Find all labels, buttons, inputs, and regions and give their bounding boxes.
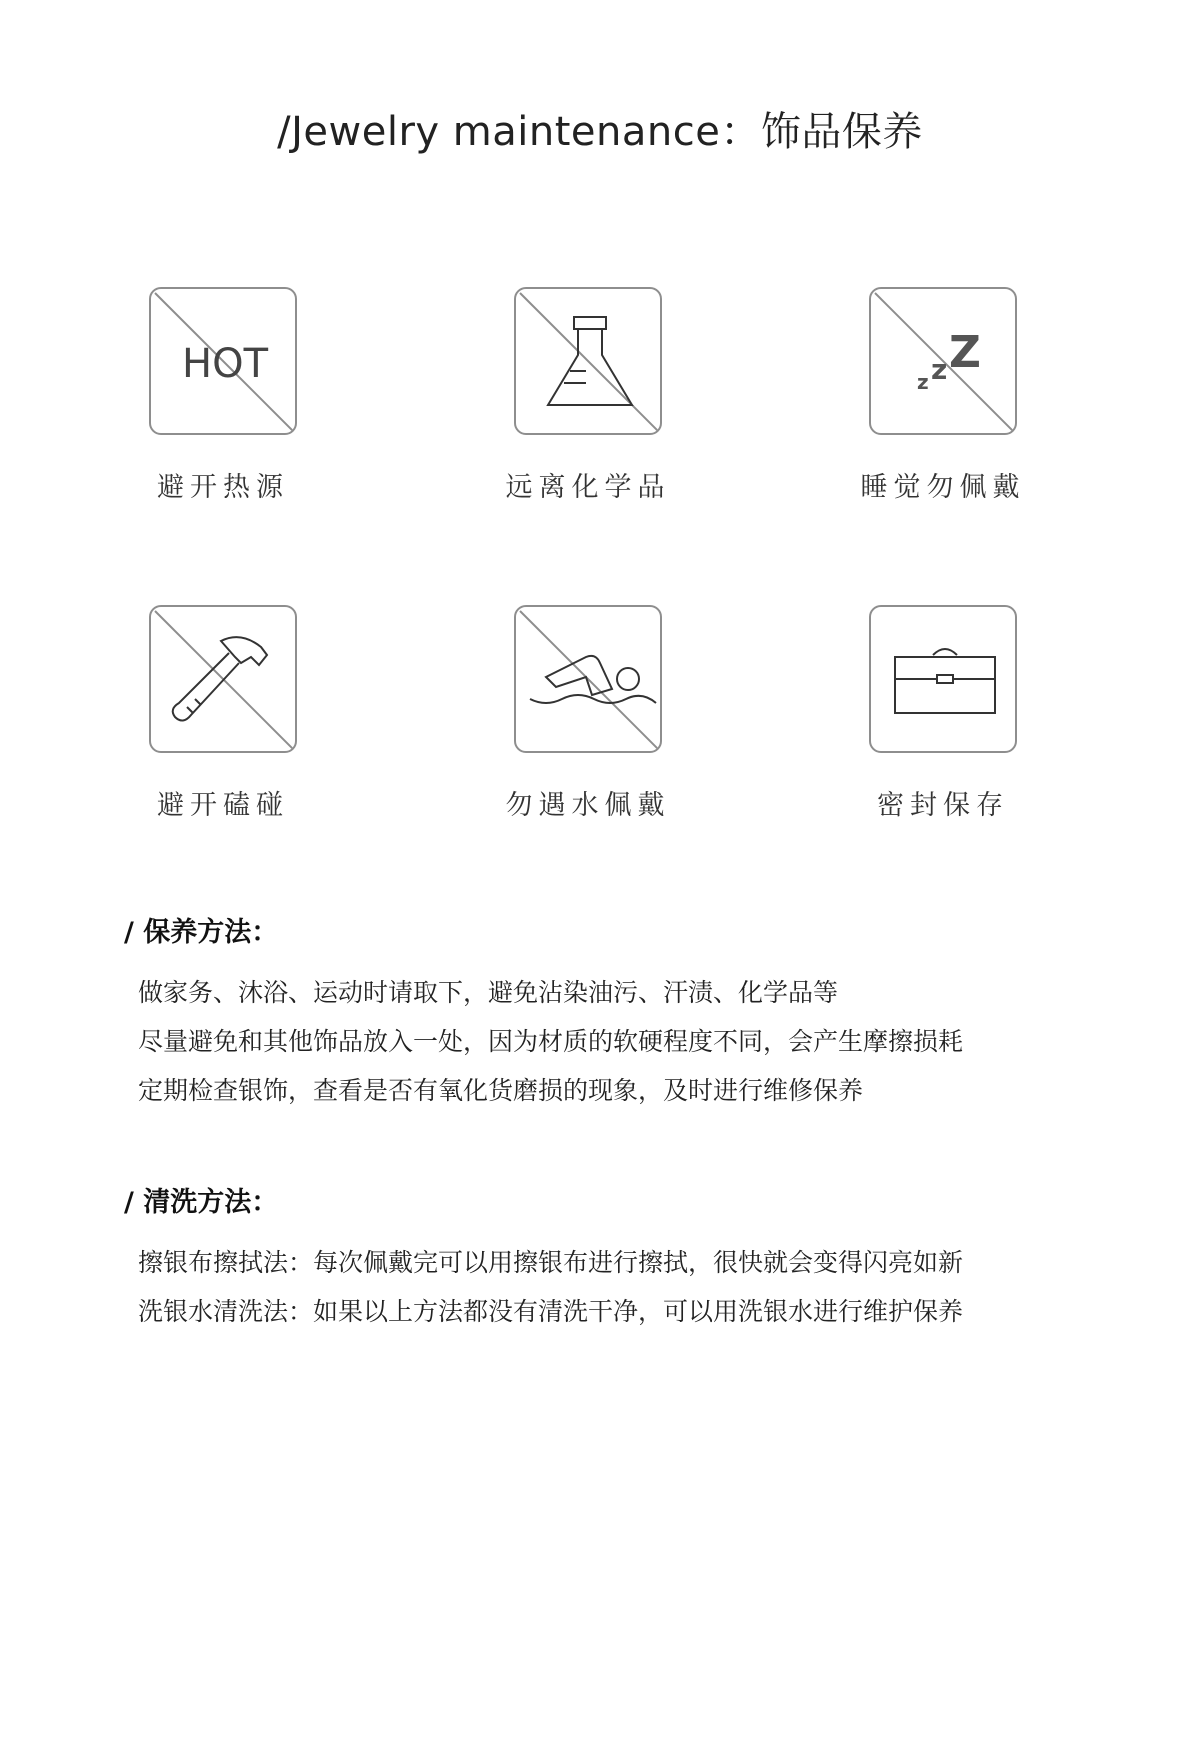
care-label: 远离化学品	[505, 472, 671, 503]
hot-icon-text: HOT	[182, 341, 268, 387]
care-card-chemicals	[478, 287, 698, 504]
care-label: 避开磕碰	[157, 790, 289, 821]
care-label: 避开热源	[157, 472, 289, 503]
maintenance-line: 做家务、沐浴、运动时请取下，避免沾染油污、汗渍、化学品等	[138, 978, 839, 1007]
briefcase-icon	[869, 605, 1017, 753]
cleaning-paragraph	[138, 1238, 1098, 1336]
swimmer-icon	[514, 605, 662, 753]
hot-icon	[149, 287, 297, 435]
care-card-knock	[113, 605, 333, 822]
maintenance-line: 定期检查银饰，查看是否有氧化货磨损的现象，及时进行维修保养	[138, 1076, 864, 1105]
maintenance-section-title: / 保养方法：	[124, 917, 279, 948]
maintenance-paragraph	[138, 968, 1098, 1115]
hammer-icon	[149, 605, 297, 753]
svg-text:Z: Z	[949, 327, 981, 378]
care-label: 睡觉勿佩戴	[860, 472, 1026, 503]
page-title: /Jewelry maintenance：饰品保养	[277, 109, 923, 155]
care-card-seal	[833, 605, 1053, 822]
svg-text:z: z	[917, 370, 929, 394]
cleaning-section-title: / 清洗方法：	[124, 1187, 279, 1218]
cleaning-line: 擦银布擦拭法：每次佩戴完可以用擦银布进行擦拭，很快就会变得闪亮如新	[138, 1248, 964, 1277]
sleep-icon	[869, 287, 1017, 435]
care-label: 勿遇水佩戴	[505, 790, 671, 821]
care-card-water	[478, 605, 698, 822]
svg-text:z: z	[931, 353, 948, 386]
care-card-sleep	[833, 287, 1053, 504]
care-card-hot	[113, 287, 333, 504]
cleaning-line: 洗银水清洗法：如果以上方法都没有清洗干净，可以用洗银水进行维护保养	[138, 1297, 964, 1326]
care-label: 密封保存	[877, 790, 1009, 821]
maintenance-line: 尽量避免和其他饰品放入一处，因为材质的软硬程度不同，会产生摩擦损耗	[138, 1027, 964, 1056]
flask-icon	[514, 287, 662, 435]
